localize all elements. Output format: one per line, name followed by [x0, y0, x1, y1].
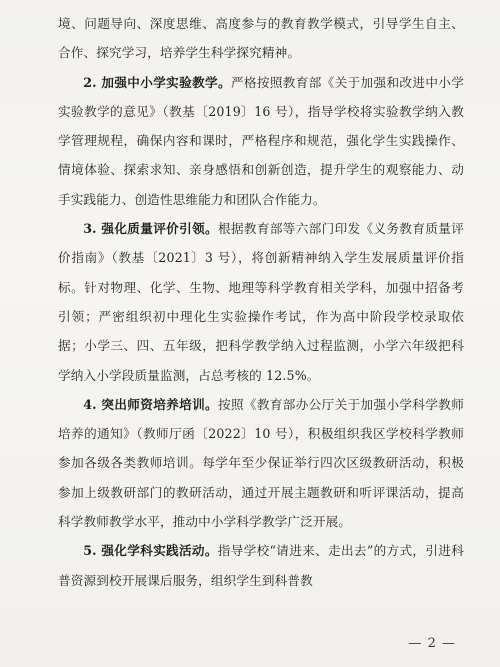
paragraph-heading: 4. 突出师资培养培训。 [83, 396, 218, 412]
paragraph-text: 根据教育部等六部门印发《义务教育质量评价指南》（教基〔2021〕3 号），将创新精神纳入学生发展质量评价指标。针对物理、化学、生物、地理等科学教育相关学科，加强中招备考引领；严密组织初中理化生实验操作考试，作为高中阶段学校录取依据；小学三、四、五年级，把科学教学纳入过程监测，小学六年级把科学纳入小学段质量监测，占总考核的 12.5%。 [58, 221, 464, 383]
paragraph-text: 境、问题导向、深度思维、高度参与的教育教学模式，引导学生自主、合作、探究学习，培养学生科学探究精神。 [58, 16, 464, 61]
paragraph-1 [58, 9, 464, 68]
paragraph-text: 严格按照教育部《关于加强和改进中小学实验教学的意见》（教基〔2019〕16 号），指导学校将实验教学纳入教学管理规程，确保内容和课时，严格程序和规范，强化学生实践操作、情境体验、探索求知、亲身感悟和创新创造，提升学生的观察能力、动手实践能力、创造性思维能力和团队合作能力。 [58, 74, 464, 207]
paragraph-heading: 5. 强化学科实践活动。 [83, 543, 218, 559]
paragraph-2 [58, 68, 464, 214]
document-body [58, 9, 464, 595]
paragraph-heading: 2. 加强中小学实验教学。 [83, 74, 231, 90]
paragraph-heading: 3. 强化质量评价引领。 [83, 221, 218, 237]
paragraph-text: 指导学校“请进来、走出去”的方式，引进科普资源到校开展课后服务，组织学生到科普教 [58, 543, 464, 588]
paragraph-4 [58, 390, 464, 536]
paragraph-3 [58, 214, 464, 390]
paragraph-5 [58, 536, 464, 595]
paragraph-text: 按照《教育部办公厅关于加强小学科学教师培养的通知》（教师厅函〔2022〕10 号），积极组织我区学校科学教师参加各级各类教师培训。每学年至少保证举行四次区级教研活动，积极参加上级教研部门的教研活动，通过开展主题教研和听评课活动，提高科学教师教学水平，推动中小学科学教学广泛开展。 [58, 396, 464, 530]
page-number: — 2 — [408, 636, 456, 651]
